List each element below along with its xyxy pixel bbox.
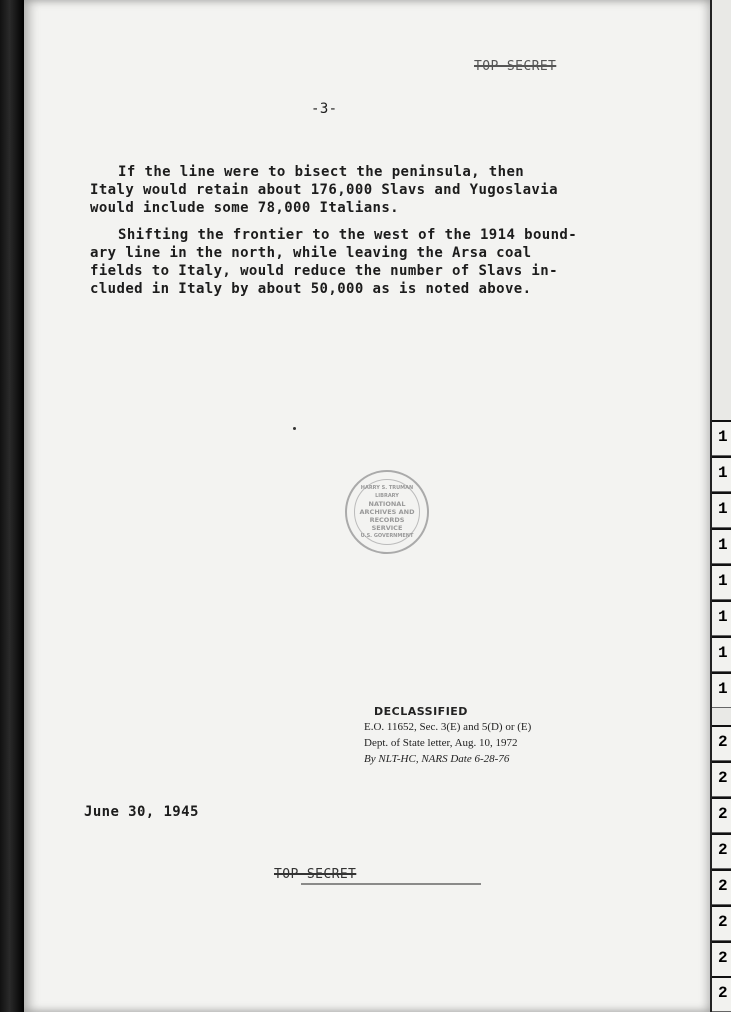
archives-stamp-text: HARRY S. TRUMAN LIBRARY NATIONAL ARCHIVES AND RECORDS SERVICE U.S. GOVERNMENT [359, 485, 415, 539]
index-tab: 2 [712, 761, 731, 797]
stray-mark [293, 427, 296, 430]
archives-stamp-inner [354, 479, 420, 545]
declassified-line-2: Dept. of State letter, Aug. 10, 1972 [364, 737, 518, 749]
page-number: -3- [311, 101, 338, 117]
index-tab: 2 [712, 869, 731, 905]
declassified-stamp [364, 705, 574, 768]
paragraph-2-line-2: ary line in the north, while leaving the Arsa coal [90, 245, 532, 261]
document-page [24, 0, 710, 1012]
declassified-line-3: By NLT-HC, NARS Date 6-28-76 [364, 753, 510, 765]
index-tabs [710, 0, 731, 1012]
declassified-heading: DECLASSIFIED [374, 705, 468, 718]
index-tab: 2 [712, 725, 731, 761]
document-date: June 30, 1945 [84, 804, 199, 820]
archives-stamp [345, 470, 429, 554]
index-tab: 2 [712, 833, 731, 869]
binding-edge [0, 0, 24, 1012]
bottom-rule [301, 883, 481, 885]
paragraph-2-line-1: Shifting the frontier to the west of the 1914 bound- [118, 227, 578, 243]
index-tab: 1 [712, 492, 731, 528]
index-tab: 1 [712, 456, 731, 492]
index-tab: 1 [712, 672, 731, 708]
paragraph-1-line-3: would include some 78,000 Italians. [90, 200, 400, 216]
paragraph-2-line-4: cluded in Italy by about 50,000 as is noted above. [90, 281, 532, 297]
declassified-line-1: E.O. 11652, Sec. 3(E) and 5(D) or (E) [364, 721, 532, 733]
index-tab: 1 [712, 528, 731, 564]
classification-bottom: TOP SECRET [274, 867, 357, 882]
paragraph-1-line-1: If the line were to bisect the peninsula, then [118, 164, 525, 180]
paragraph-1-line-2: Italy would retain about 176,000 Slavs and Yugoslavia [90, 182, 558, 198]
classification-top: TOP SECRET [474, 59, 557, 74]
index-tab: 1 [712, 564, 731, 600]
index-tab: 2 [712, 905, 731, 941]
paragraph-2-line-3: fields to Italy, would reduce the number of Slavs in- [90, 263, 558, 279]
index-tab: 2 [712, 941, 731, 977]
index-tab: 1 [712, 636, 731, 672]
index-tab: 1 [712, 420, 731, 456]
index-tab: 2 [712, 976, 731, 1012]
index-tab: 1 [712, 600, 731, 636]
index-tab: 2 [712, 797, 731, 833]
